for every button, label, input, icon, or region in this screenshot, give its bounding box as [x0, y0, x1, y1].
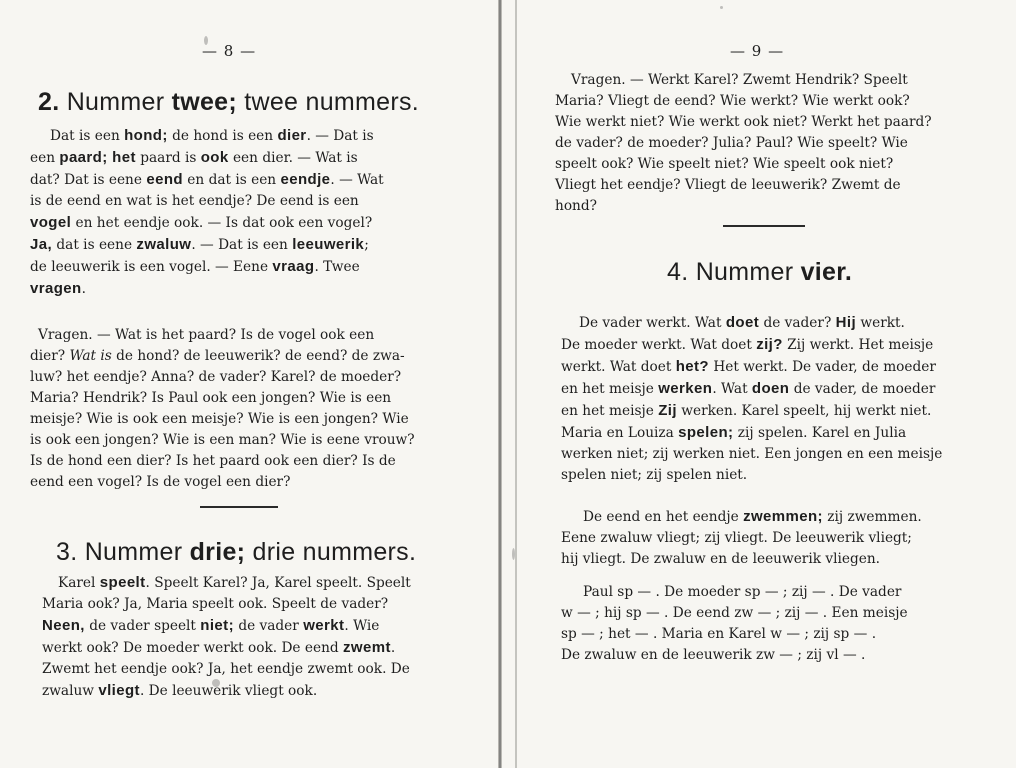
text-run: spelen niet; zij spelen niet.: [561, 467, 748, 483]
text-line: [561, 582, 975, 603]
paragraph: [561, 582, 975, 666]
bold-keyword: eend: [146, 171, 183, 188]
section-title-pre: Nummer: [66, 88, 165, 116]
text-line: [561, 528, 975, 549]
bold-keyword: zij?: [756, 336, 783, 353]
text-run: Zwemt het eendje ook? Ja, het eendje zwemt ook. De: [42, 661, 410, 677]
text-run: .: [390, 640, 396, 656]
bold-keyword: doen: [751, 380, 790, 397]
text-run: speelt ook? Wie speelt niet? Wie speelt ook niet?: [555, 156, 894, 172]
section-divider: [200, 506, 278, 508]
text-run: Karel: [58, 575, 100, 591]
bold-keyword: het?: [675, 358, 709, 375]
bold-keyword: dier: [277, 127, 307, 144]
text-run: de hond is een: [167, 128, 278, 144]
text-line: [555, 70, 967, 91]
text-line: [42, 637, 454, 659]
text-run: Dat is een: [50, 128, 125, 144]
text-run: en het meisje: [561, 403, 659, 419]
paragraph: [555, 70, 967, 217]
section-title-bold: vier.: [800, 258, 853, 286]
ink-speck: [512, 548, 515, 560]
text-run: w — ; hij sp — . De eend zw — ; zij — . Een meisje: [561, 605, 908, 621]
text-line: [30, 367, 442, 388]
text-run: Zij werkt. Het meisje: [782, 337, 934, 353]
bold-keyword: doet: [725, 314, 760, 331]
text-line: [555, 133, 967, 154]
bold-keyword: ook: [200, 149, 229, 166]
text-run: een dier. — Wat is: [228, 150, 358, 166]
text-run: luw? het eendje? Anna? de vader? Karel? de moeder?: [30, 369, 402, 385]
text-run: Maria? Hendrik? Is Paul ook een jongen? Wie is een: [30, 390, 392, 406]
text-line: [561, 334, 975, 356]
text-run: en dat is een: [182, 172, 281, 188]
section-title-bold: twee;: [171, 88, 237, 116]
text-line: [561, 465, 975, 486]
text-line: [42, 572, 454, 594]
bold-keyword: speelt: [99, 574, 146, 591]
text-line: [555, 196, 967, 217]
section-number: 2.: [38, 88, 60, 116]
text-run: Het werkt. De vader, de moeder: [708, 359, 936, 375]
bold-keyword: hond;: [124, 127, 168, 144]
section-title-post: drie nummers.: [252, 538, 417, 566]
text-run: Maria ook? Ja, Maria speelt ook. Speelt de vader?: [42, 596, 389, 612]
bold-keyword: vogel: [30, 214, 72, 231]
text-run: en het eendje ook. — Is dat ook een vogel?: [71, 215, 373, 231]
text-run: Vragen. — Wat is het paard? Is de vogel ook een: [38, 327, 375, 343]
bold-keyword: werkt: [303, 617, 345, 634]
text-run: . Wat: [712, 381, 752, 397]
text-run: . De leeuwerik vliegt ook.: [139, 683, 318, 699]
text-line: [30, 169, 442, 191]
bold-keyword: Zij: [658, 402, 677, 419]
text-run: zij spelen. Karel en Julia: [733, 425, 907, 441]
bold-keyword: Neen,: [42, 617, 85, 634]
text-run: . Wie: [344, 618, 380, 634]
page-number: — 9 —: [730, 42, 785, 60]
text-line: [561, 422, 975, 444]
text-run: dat is eene: [52, 237, 137, 253]
ink-speck: [212, 679, 220, 687]
text-run: Vliegt het eendje? Vliegt de leeuwerik? Zwemt de: [555, 177, 901, 193]
bold-keyword: vragen: [30, 280, 82, 297]
text-run: zwaluw: [42, 683, 99, 699]
text-line: [561, 603, 975, 624]
text-line: [555, 91, 967, 112]
text-run: hond?: [555, 198, 597, 214]
text-run: is de eend en wat is het eendje? De eend is een: [30, 193, 359, 209]
text-line: [555, 154, 967, 175]
text-line: [555, 175, 967, 196]
text-run: dat? Dat is eene: [30, 172, 147, 188]
text-line: [561, 444, 975, 465]
section-title-pre: Nummer: [695, 258, 794, 286]
text-line: [561, 356, 975, 378]
bold-keyword: Hij: [835, 314, 857, 331]
text-run: Wie werkt niet? Wie werkt ook niet? Werkt het paard?: [555, 114, 932, 130]
text-run: werkt.: [856, 315, 905, 331]
text-run: zij zwemmen.: [822, 509, 922, 525]
text-run: de vader speelt: [84, 618, 201, 634]
text-run: . — Dat is: [306, 128, 374, 144]
text-run: .: [81, 281, 86, 297]
text-line: [561, 624, 975, 645]
text-line: [30, 325, 442, 346]
text-line: [30, 212, 442, 234]
text-line: [42, 615, 454, 637]
text-line: [30, 451, 442, 472]
section-divider: [723, 225, 805, 227]
ink-speck: [204, 36, 208, 45]
text-line: [561, 506, 975, 528]
bold-keyword: zwaluw: [136, 236, 192, 253]
section-2-heading: [38, 88, 419, 117]
text-run: werkt. Wat doet: [561, 359, 676, 375]
text-line: [30, 346, 442, 367]
page-number: — 8 —: [202, 42, 257, 60]
bold-keyword: eendje: [280, 171, 331, 188]
bold-keyword: vliegt: [98, 682, 140, 699]
text-line: [555, 112, 967, 133]
text-run: werkt ook? De moeder werkt ook. De eend: [42, 640, 344, 656]
right-page: [555, 0, 985, 768]
bold-keyword: zwemt: [343, 639, 391, 656]
bold-keyword: paard; het: [59, 149, 136, 166]
text-line: [30, 430, 442, 451]
paragraph: [42, 572, 454, 702]
text-run: de vader, de moeder: [789, 381, 936, 397]
text-line: [30, 125, 442, 147]
text-run: . Twee: [314, 259, 360, 275]
text-run: . — Wat: [330, 172, 384, 188]
section-title-post: twee nummers.: [244, 88, 420, 116]
text-run: De moeder werkt. Wat doet: [561, 337, 757, 353]
text-run: De vader werkt. Wat: [579, 315, 726, 331]
text-run: eend een vogel? Is de vogel een dier?: [30, 474, 291, 490]
text-run: . Speelt Karel? Ja, Karel speelt. Speelt: [145, 575, 411, 591]
section-4-heading: [667, 258, 852, 287]
paragraph: [30, 125, 442, 300]
text-line: [561, 312, 975, 334]
text-line: [30, 278, 442, 300]
text-run: is ook een jongen? Wie is een man? Wie is eene vrouw?: [30, 432, 415, 448]
text-run: werken. Karel speelt, hij werkt niet.: [676, 403, 932, 419]
text-line: [30, 409, 442, 430]
text-run: Eene zwaluw vliegt; zij vliegt. De leeuwerik vliegt;: [561, 530, 912, 546]
paragraph: [561, 312, 975, 486]
paragraph: [30, 325, 442, 493]
text-line: [561, 645, 975, 666]
text-line: [42, 680, 454, 702]
text-run: en het meisje: [561, 381, 659, 397]
left-page: [30, 0, 470, 768]
text-run: dier?: [30, 348, 70, 364]
text-line: [561, 400, 975, 422]
text-run: werken niet; zij werken niet. Een jongen en een meisje: [561, 446, 943, 462]
section-3-heading: [56, 538, 416, 567]
text-run: Maria? Vliegt de eend? Wie werkt? Wie werkt ook?: [555, 93, 910, 109]
bold-keyword: niet;: [200, 617, 234, 634]
section-title-bold: drie;: [189, 538, 246, 566]
text-run: de leeuwerik is een vogel. — Eene: [30, 259, 273, 275]
text-line: [561, 378, 975, 400]
book-gutter: [498, 0, 502, 768]
text-run: een: [30, 150, 60, 166]
text-line: [30, 191, 442, 212]
text-line: [30, 472, 442, 493]
text-line: [561, 549, 975, 570]
bold-keyword: spelen;: [678, 424, 734, 441]
text-run: sp — ; het — . Maria en Karel w — ; zij sp — .: [561, 626, 877, 642]
ink-speck: [720, 6, 723, 9]
section-number: 4.: [667, 258, 689, 286]
text-run: De eend en het eendje: [583, 509, 744, 525]
text-run: Is de hond een dier? Is het paard ook een dier? Is de: [30, 453, 396, 469]
section-number: 3.: [56, 538, 78, 566]
bold-keyword: vraag: [272, 258, 315, 275]
paragraph: [561, 506, 975, 570]
text-run: Paul sp — . De moeder sp — ; zij — . De vader: [583, 584, 902, 600]
text-run: de vader? de moeder? Julia? Paul? Wie speelt? Wie: [555, 135, 908, 151]
text-line: [30, 256, 442, 278]
text-line: [30, 234, 442, 256]
text-line: [42, 594, 454, 615]
bold-keyword: werken: [658, 380, 713, 397]
text-run: paard is: [135, 150, 201, 166]
text-run: hij vliegt. De zwaluw en de leeuwerik vliegen.: [561, 551, 880, 567]
text-line: [30, 388, 442, 409]
italic-text: Wat is: [69, 348, 112, 364]
text-run: meisje? Wie is ook een meisje? Wie is een jongen? Wie: [30, 411, 409, 427]
text-run: De zwaluw en de leeuwerik zw — ; zij vl — .: [561, 647, 866, 663]
text-line: [30, 147, 442, 169]
bold-keyword: zwemmen;: [743, 508, 823, 525]
text-run: de vader: [233, 618, 304, 634]
text-run: ;: [364, 237, 369, 253]
text-run: . — Dat is een: [191, 237, 293, 253]
bold-keyword: Ja,: [30, 236, 53, 253]
text-run: de vader?: [759, 315, 836, 331]
page-edge-line: [515, 0, 517, 768]
bold-keyword: leeuwerik: [292, 236, 365, 253]
text-run: de hond? de leeuwerik? de eend? de zwa-: [111, 348, 405, 364]
text-run: Maria en Louiza: [561, 425, 679, 441]
text-line: [42, 659, 454, 680]
text-run: Vragen. — Werkt Karel? Zwemt Hendrik? Speelt: [571, 72, 908, 88]
section-title-pre: Nummer: [84, 538, 183, 566]
